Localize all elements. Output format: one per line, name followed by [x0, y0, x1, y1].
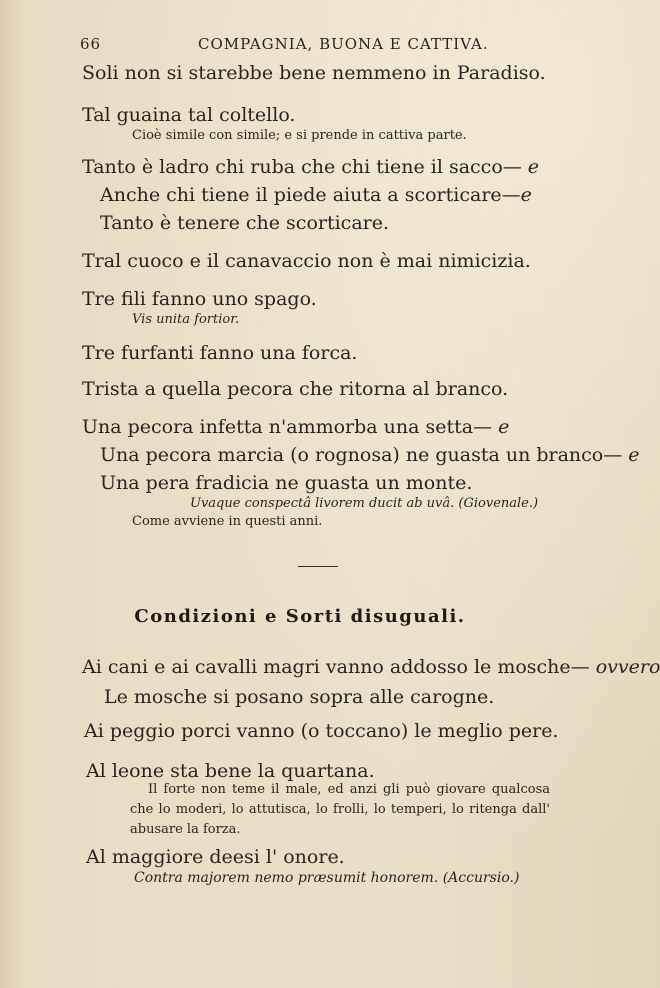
proverb-line: Soli non si starebbe bene nemmeno in Paradiso. [82, 62, 546, 84]
proverb-text: Una pecora infetta n'ammorba una setta [82, 416, 474, 438]
section-divider [298, 566, 338, 567]
proverb-text: Tanto è ladro chi ruba che chi tiene il sacco [82, 156, 503, 178]
proverb-line: Tal guaina tal coltello. [82, 104, 296, 126]
proverb-line [82, 156, 539, 178]
connector: —e [501, 184, 532, 206]
connector: — e [502, 156, 540, 178]
proverb-line: Una pera fradicia ne guasta un monte. [100, 472, 473, 494]
connector: — e [473, 416, 510, 438]
proverb-line: Tre fili fanno uno spago. [82, 288, 317, 310]
connector: — e [603, 444, 640, 466]
gloss-line: Cioè simile con simile; e si prende in cattiva parte. [132, 128, 467, 143]
connector: — ovvero [570, 656, 660, 678]
proverb-line [100, 184, 532, 206]
proverb-line: Ai peggio porci vanno (o toccano) le meglio pere. [84, 720, 559, 742]
proverb-text: Anche chi tiene il piede aiuta a scorticare [100, 184, 502, 206]
section-title: Condizioni e Sorti disuguali. [134, 606, 466, 627]
citation-ref: (Giovenale.) [458, 496, 539, 511]
gloss-line: Come avviene in questi anni. [132, 514, 323, 529]
proverb-line: Tre furfanti fanno una forca. [82, 342, 358, 364]
proverb-line [82, 656, 660, 678]
latin-gloss: Vis unita fortior. [132, 312, 240, 327]
latin-quote: Uvaque conspectâ livorem ducit ab uvâ. [190, 496, 455, 511]
proverb-text: Una pecora marcia (o rognosa) ne guasta un branco [100, 444, 604, 466]
latin-citation [134, 870, 519, 886]
proverb-text: Ai cani e ai cavalli magri vanno addosso le mosche [82, 656, 571, 678]
proverb-line [82, 416, 509, 438]
proverb-line: Trista a quella pecora che ritorna al branco. [82, 378, 509, 400]
running-title: COMPAGNIA, BUONA E CATTIVA. [198, 35, 489, 53]
proverb-line [100, 444, 640, 466]
proverb-line: Tanto è tenere che scorticare. [100, 212, 390, 234]
proverb-line: Tral cuoco e il canavaccio non è mai nimicizia. [82, 250, 531, 272]
latin-citation [190, 496, 538, 511]
proverb-line: Al leone sta bene la quartana. [86, 760, 375, 782]
page-number: 66 [80, 35, 102, 53]
proverb-line: Le mosche si posano sopra alle carogne. [104, 686, 495, 708]
latin-quote: Contra majorem nemo præsumit honorem. [134, 870, 439, 886]
citation-ref: (Accursio.) [442, 870, 520, 886]
proverb-line: Al maggiore deesi l' onore. [86, 846, 345, 868]
explanation-paragraph: Il forte non teme il male, ed anzi gli può giovare qualcosa che lo moderi, lo attutisca, lo frolli, lo temperi, lo ritenga dall' abusare la forza. [130, 782, 550, 837]
